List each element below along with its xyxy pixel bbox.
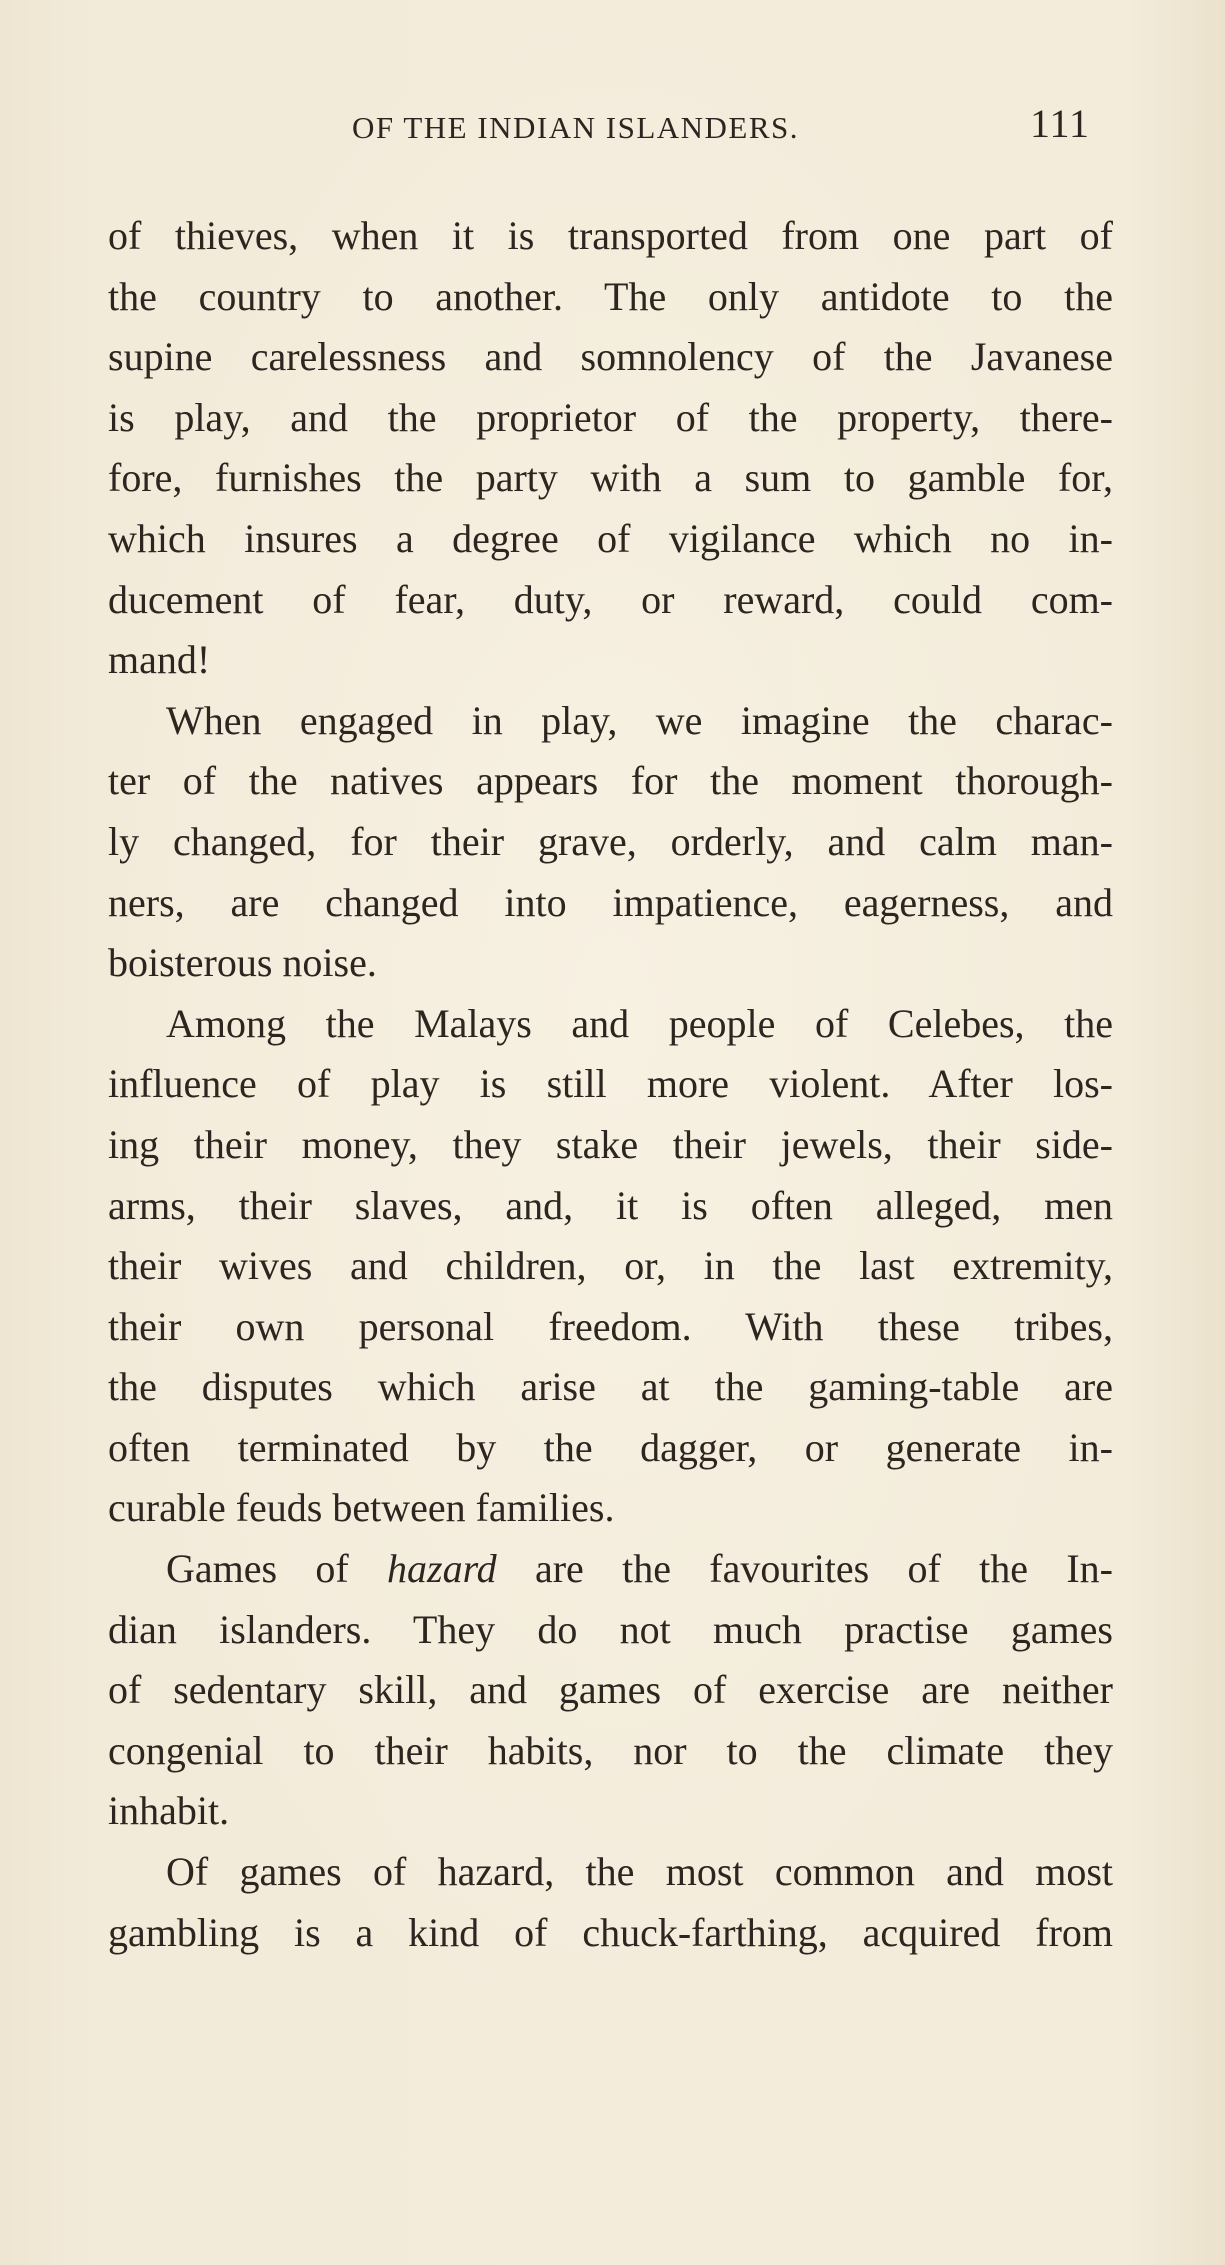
paragraph	[108, 1539, 1113, 1842]
text-line: ners, are changed into impatience, eagerness, and	[108, 879, 1113, 925]
text-line: of thieves, when it is transported from one part of	[108, 213, 1113, 258]
body-text	[108, 206, 1113, 1963]
text-line: fore, furnishes the party with a sum to gamble for,	[108, 455, 1113, 501]
text-line: ducement of fear, duty, or reward, could com-	[108, 576, 1113, 622]
italic-word: hazard	[387, 1546, 497, 1592]
running-title: OF THE INDIAN ISLANDERS.	[352, 110, 800, 145]
text-run: Games of	[166, 1546, 388, 1592]
text-line: congenial to their habits, nor to the climate they	[108, 1727, 1113, 1773]
text-line: Of games of hazard, the most common and most	[166, 1849, 1113, 1895]
paragraph	[108, 1842, 1113, 1963]
text-line: is play, and the proprietor of the property, there-	[108, 394, 1113, 440]
running-head	[0, 101, 1225, 148]
text-line: boisterous noise.	[108, 940, 377, 986]
text-line: curable feuds between families.	[108, 1485, 615, 1531]
text-line: dian islanders. They do not much practise games	[108, 1606, 1113, 1652]
text-line: ing their money, they stake their jewels, their side-	[108, 1121, 1113, 1167]
text-line: their wives and children, or, in the last extremity,	[108, 1243, 1113, 1289]
text-line: often terminated by the dagger, or generate in-	[108, 1424, 1113, 1470]
text-line: Among the Malays and people of Celebes, the	[166, 1000, 1113, 1046]
text-line: the country to another. The only antidote to the	[108, 273, 1113, 319]
text-line: inhabit.	[108, 1788, 230, 1834]
page-number: 111	[1030, 101, 1091, 146]
text-line: ter of the natives appears for the moment thorough-	[108, 758, 1113, 804]
text-run: are the favourites of the In-	[496, 1546, 1113, 1592]
text-line: mand!	[108, 637, 211, 683]
text-line: gambling is a kind of chuck-farthing, acquired from	[108, 1909, 1113, 1955]
text-line: their own personal freedom. With these tribes,	[108, 1303, 1113, 1349]
text-line: influence of play is still more violent. After los-	[108, 1061, 1113, 1107]
text-line: When engaged in play, we imagine the charac-	[166, 697, 1113, 743]
text-line: of sedentary skill, and games of exercise are neither	[108, 1667, 1113, 1713]
text-line: which insures a degree of vigilance which no in-	[108, 515, 1113, 561]
text-line: supine carelessness and somnolency of the Javanese	[108, 334, 1113, 380]
text-line: the disputes which arise at the gaming-table are	[108, 1364, 1113, 1410]
text-line: ly changed, for their grave, orderly, and calm man-	[108, 818, 1113, 864]
text-line	[108, 1539, 1113, 1600]
paragraph	[108, 206, 1113, 691]
text-line: arms, their slaves, and, it is often alleged, men	[108, 1182, 1113, 1228]
paragraph	[108, 994, 1113, 1539]
paragraph	[108, 691, 1113, 994]
